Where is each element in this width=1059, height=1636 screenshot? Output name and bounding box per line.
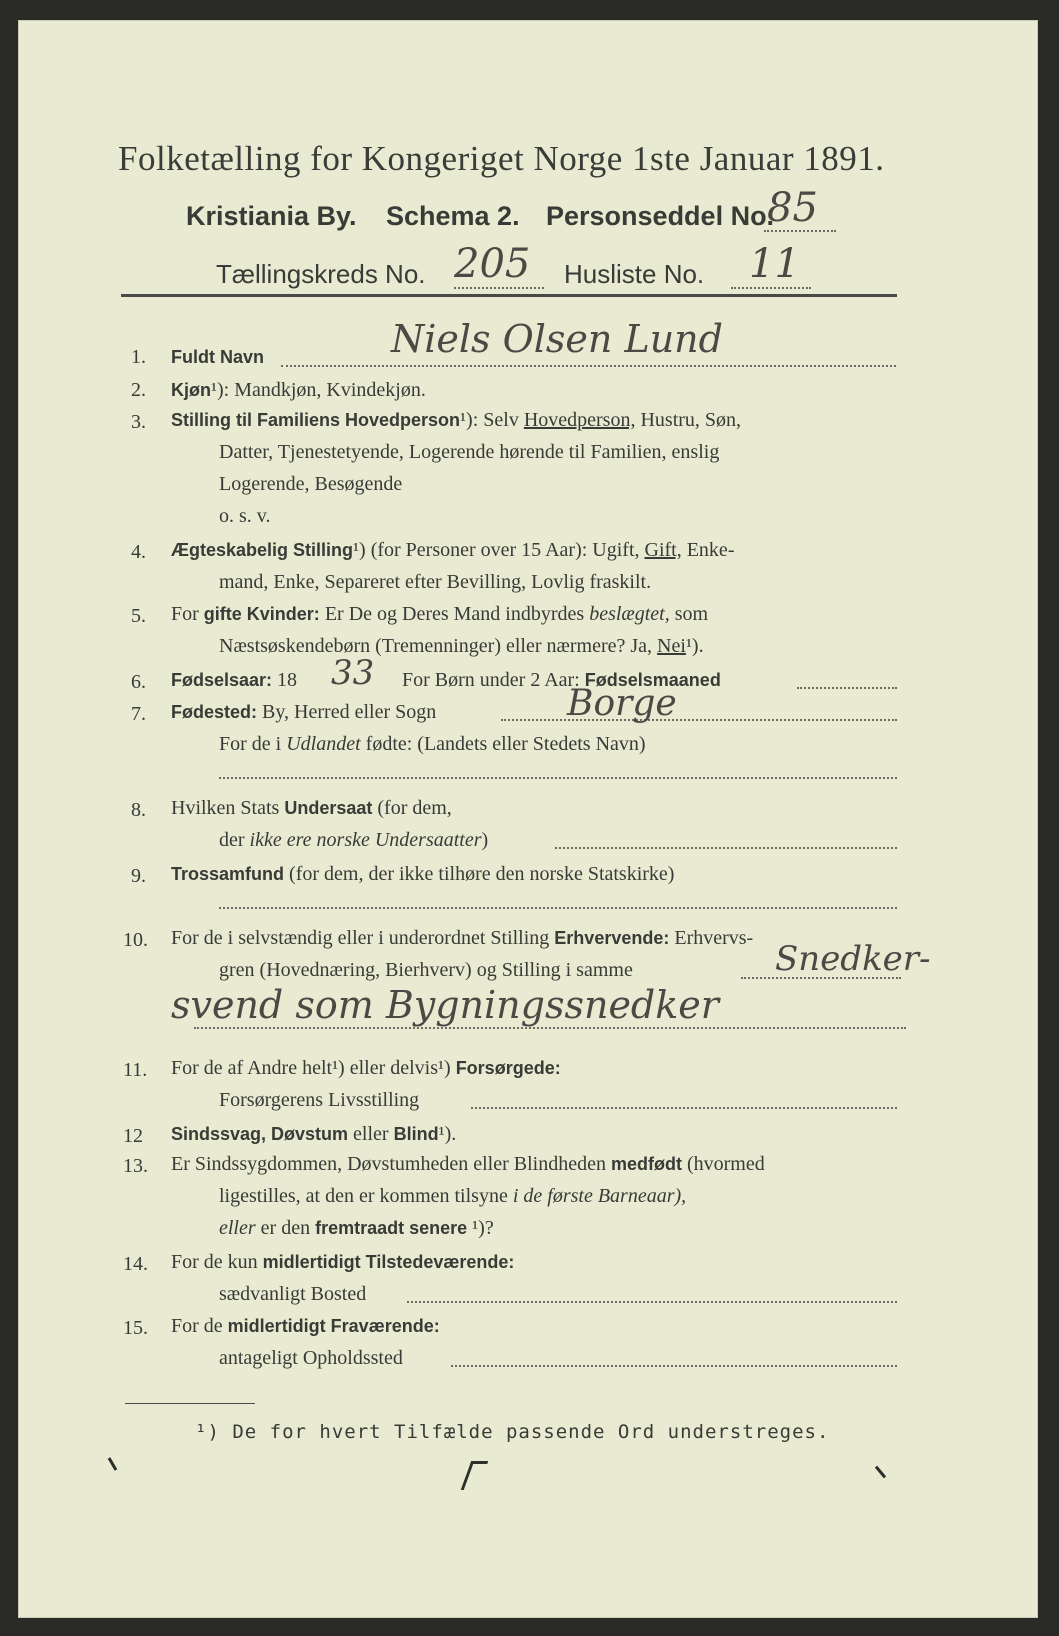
footnote: ¹) De for hvert Tilfælde passende Ord understreges. [195,1421,830,1443]
schema-label: Schema 2. [386,201,520,231]
bosted-dotted-line [407,1301,897,1303]
kreds-number: 205 [454,241,531,287]
stilling-line-4: o. s. v. [219,505,271,527]
label-undersaat: Hvilken Stats Undersaat (for dem, [171,797,452,819]
item-number-1: 1. [131,346,146,368]
city-label: Kristiania By. [186,201,357,231]
udlandet-dotted-line [219,777,897,779]
ink-mark-right [875,1466,886,1479]
label-fuldt-navn: Fuldt Navn [171,347,264,367]
label-fravaerende: For de midlertidigt Fraværende: [171,1315,440,1337]
opholdssted-line: antageligt Opholdssted [219,1347,403,1369]
husliste-number: 11 [749,241,800,287]
value-occupation-2: svend som Bygningssnedker [171,983,719,1027]
ink-mark-left [108,1457,118,1471]
medfodt-line-3: eller er den fremtraadt senere ¹)? [219,1217,494,1239]
label-gifte-kvinder: For gifte Kvinder: Er De og Deres Mand indbyrdes beslægtet, som [171,603,709,625]
stilling-line-3: Logerende, Besøgende [219,473,403,495]
header-rule [121,294,897,297]
undersaat-line-2: der ikke ere norske Undersaatter) [219,829,489,851]
forsorger-line: Forsørgerens Livsstilling [219,1089,420,1111]
label-erhvervende: For de i selvstændig eller i underordnet Stilling Erhvervende: Erhvervs- [171,927,754,949]
label-kjon: Kjøn¹): Mandkjøn, Kvindekjøn. [171,379,426,401]
form-title: Folketælling for Kongeriget Norge 1ste Januar 1891. [118,139,885,178]
husliste-label: Husliste No. [564,259,705,289]
udlandet-line: For de i Udlandet fødte: (Landets eller Stedets Navn) [219,733,646,755]
personseddel-dotted-line [764,230,836,232]
fodested-dotted-line [501,719,897,721]
item-number-7: 7. [131,703,146,725]
bosted-line: sædvanligt Bosted [219,1283,367,1305]
kreds-dotted-line [454,287,544,289]
value-birthplace: Borge [567,683,677,724]
fodselsmaaned-dotted-line [797,687,897,689]
label-medfodt: Er Sindssygdommen, Døvstumheden eller Blindheden medfødt (hvormed [171,1153,765,1175]
item-number-12: 12 [123,1125,143,1147]
value-occupation-1: Snedker- [775,939,931,979]
value-birth-year: 33 [331,653,375,693]
label-trossamfund: Trossamfund (for dem, der ikke tilhøre den norske Statskirke) [171,863,675,885]
ink-mark [461,1461,489,1490]
item-number-10: 10. [123,929,148,951]
label-fodselsaar: Fødselsaar: 18 [171,669,298,691]
census-form-sheet [18,20,1038,1618]
item-number-13: 13. [123,1155,148,1177]
item-number-11: 11. [123,1059,148,1081]
item-number-8: 8. [131,799,146,821]
label-sindssvag: Sindssvag, Døvstum eller Blind¹). [171,1123,457,1145]
value-full-name: Niels Olsen Lund [391,317,723,361]
forsorger-dotted-line [471,1107,897,1109]
gifte-kvinder-line-2: Næstsøskendebørn (Tremenninger) eller nærmere? Ja, Nei¹). [219,635,704,657]
opholdssted-dotted-line [451,1365,897,1367]
label-aegteskabelig: Ægteskabelig Stilling¹) (for Personer over 15 Aar): Ugift, Gift, Enke- [171,539,735,561]
item-number-5: 5. [131,605,146,627]
footnote-rule [125,1403,255,1404]
item-number-15: 15. [123,1317,148,1339]
aegteskabelig-line-2: mand, Enke, Separeret efter Bevilling, Lovlig fraskilt. [219,571,652,593]
item-number-14: 14. [123,1253,148,1275]
item-number-6: 6. [131,671,146,693]
label-tilstedevaerende: For de kun midlertidigt Tilstedeværende: [171,1251,515,1273]
item-number-2: 2. [131,379,146,401]
stilling-line-2: Datter, Tjenestetyende, Logerende hørende til Familien, enslig [219,441,720,463]
trossamfund-dotted-line [219,907,897,909]
item-number-4: 4. [131,541,146,563]
item-number-3: 3. [131,411,146,433]
label-stilling: Stilling til Familiens Hovedperson¹): Selv Hovedperson, Hustru, Søn, [171,409,742,431]
husliste-dotted-line [731,287,811,289]
medfodt-line-2: ligestilles, at den er kommen tilsyne i de første Barneaar), [219,1185,687,1207]
personseddel-number: 85 [767,185,818,231]
item-number-9: 9. [131,865,146,887]
kreds-label: Tællingskreds No. [216,259,426,289]
personseddel-label: Personseddel No. [546,201,775,231]
erhverv-dotted-line-2 [194,1027,906,1029]
erhverv-line-2: gren (Hovednæring, Bierhverv) og Stilling i samme [219,959,633,981]
label-born-under-2: For Børn under 2 Aar: Fødselsmaaned [402,669,721,691]
label-fodested: Fødested: By, Herred eller Sogn [171,701,437,723]
undersaat-dotted-line [555,847,897,849]
name-dotted-line [281,365,896,367]
label-forsorgede: For de af Andre helt¹) eller delvis¹) Forsørgede: [171,1057,561,1079]
